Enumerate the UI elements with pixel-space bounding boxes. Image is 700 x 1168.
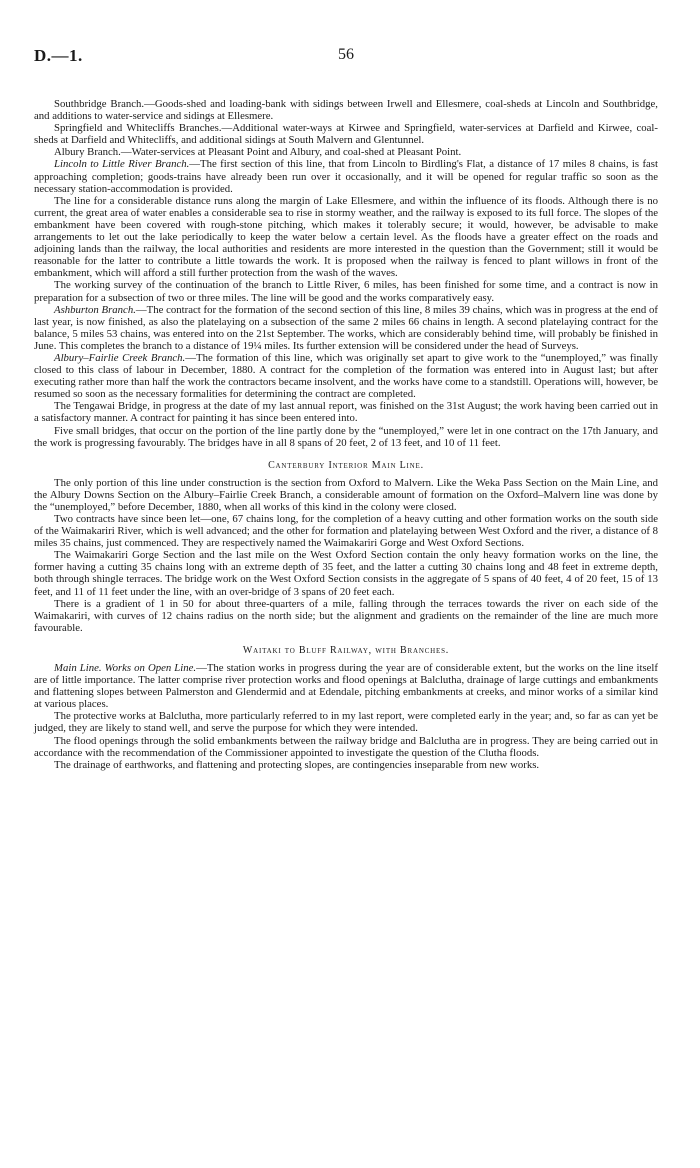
paragraph: Albury Branch.—Water-services at Pleasant Point and Albury, and coal-shed at Pleasant Point. [54,146,462,159]
paragraph: The flood openings through the solid embankments between the railway bridge and Balclutha are in progress. They are being carried out in accordance with the recommendation of the Commissioner appointed to investigate the question of the Clutha floods. [34,734,658,759]
paragraph: The working survey of the continuation of the branch to Little River, 6 miles, has been finished for some time, and a contract is now in preparation for a subsection of two or three miles. The line will be good and the works comparatively easy. [34,279,658,304]
paragraph: The Tengawai Bridge, in progress at the date of my last annual report, was finished on the 31st August; the work having been carried out in a satisfactory manner. A contract for painting it has since been entered into. [34,400,658,425]
paragraph: The protective works at Balclutha, more particularly referred to in my last report, were completed early in the year; and, so far as can yet be judged, they are likely to stand well, and serve the purpose for which they were intended. [34,710,658,735]
paragraph: There is a gradient of 1 in 50 for about three-quarters of a mile, falling through the terraces towards the river on each side of the Waimakariri, with curves of 12 chains radius on the north side; but the alignment and gradients on the remainder of the line are much more favourable. [34,597,658,634]
paragraph-lead: Lincoln to Little River Branch. [54,158,190,171]
page-number: 56 [338,46,354,63]
paragraph: Albury–Fairlie Creek Branch.—The formation of this line, which was originally set apart to give work to the “unemployed,” was finally closed to this class of labour in December, 1880. A contract for the completion of the formation was entered into in August last; but after executing rather more than half the work the contractors became insolvent, and the works have come to a standstill. Operations will, however, be resumed so soon as the necessary formalities for determining the contract are completed. [34,351,658,401]
paragraph: Southbridge Branch.—Goods-shed and loading-bank with sidings between Irwell and Ellesmere, coal-sheds at Lincoln and Southbridge, and additions to water-service and sidings at Ellesmere. [34,98,658,123]
paragraph: Lincoln to Little River Branch.—The first section of this line, that from Lincoln to Birdling's Flat, a distance of 17 miles 8 chains, is fast approaching completion; goods-trains have already been run over it occasionally, and it will be opened for regular traffic so soon as the necessary station-accommodation is provided. [34,158,658,195]
paragraph: The line for a considerable distance runs along the margin of Lake Ellesmere, and within the influence of its floods. Although there is no current, the great area of water enables a considerable sea to rise in stormy weather, and the railway is exposed to its full force. The slopes of the embankment have been covered with rough-stone pitching, which makes it tolerably secure; it would, however, be advisable to make arrangements to let out the lake periodically to keep the water below a certain level. As the floods have a greater effect on the roads and adjoining lands than the railway, the local authorities and residents are more interested in the question than the Government; still it would be reasonable for the latter to contribute a little towards the work. It is proposed when the railway is fenced to plant willows in front of the embankment, which will afford a still further protection from the wash of the waves. [34,194,658,280]
paragraph: The Waimakariri Gorge Section and the last mile on the West Oxford Section contain the only heavy formation works on the line, the former having a cutting 35 chains long with an extreme depth of 35 feet, and the latter a cutting 30 chains long and 48 feet in extreme depth, both through shingle terraces. The bridge work on the West Oxford Section consists in the aggregate of 5 spans of 40 feet, 4 of 20 feet, 15 of 13 feet, and 11 of 11 feet under the line, with an over-bridge of 3 spans of 20 feet each. [34,549,658,598]
section-canterbury-interior [34,477,658,634]
paragraph: The drainage of earthworks, and flattening and protecting slopes, are contingencies inseparable from new works. [54,758,540,771]
paragraph: Five small bridges, that occur on the portion of the line partly done by the “unemployed,” were let in one contract on the 17th January, and the work is progressing favourably. The bridges have in all 8 spans of 20 feet, 2 of 13 feet, and 10 of 11 feet. [34,424,658,449]
section-heading-waitaki-bluff: Waitaki to Bluff Railway, with Branches. [242,644,450,656]
section-waitaki-bluff [34,662,658,771]
section-heading-canterbury-interior: Canterbury Interior Main Line. [268,459,424,471]
paragraph: Springfield and Whitecliffs Branches.—Additional water-ways at Kirwee and Springfield, water-services at Darfield and Kirwee, coal-sheds at Darfield and Whitecliffs, and additional sidings at South Malvern and Glentunnel. [34,122,658,147]
paragraph-lead: Albury–Fairlie Creek Branch. [54,351,186,364]
paragraph: Main Line. Works on Open Line.—The station works in progress during the year are of considerable extent, but the works on the line itself are of little importance. The latter comprise river protection works and flood openings at Balclutha, drainage of large cuttings and embankments and flattening slopes between Palmerston and Glendermid and at Edendale, pitching embankments at creeks, and minor works of a similar kind at various places. [34,661,658,711]
paragraph: Ashburton Branch.—The contract for the formation of the second section of this line, 8 miles 39 chains, which was in progress at the end of last year, is now finished, as also the platelaying on a subsection of the same 2 miles 66 chains in length. A second platelaying contract for the balance, 5 miles 53 chains, was entered into on the 21st September. The works, which are considerably behind time, will probably be finished in June. This completes the branch to a distance of 19¼ miles. Its further extension will be considered under the head of Surveys. [34,303,658,352]
paragraph-lead: Main Line. Works on Open Line. [54,661,197,674]
paragraph-lead: Ashburton Branch. [54,303,136,316]
document-reference: D.—1. [34,46,83,65]
page-header [34,46,658,76]
section-branches [34,98,658,449]
paragraph: Two contracts have since been let—one, 67 chains long, for the completion of a heavy cutting and other formation works on the south side of the Waimakariri River, which is well advanced; and the other for formation and platelaying between West Oxford and the river, a distance of 8 miles 35 chains, just commenced. They are respectively named the Waimakariri Gorge and West Oxford Sections. [34,513,658,550]
paragraph: The only portion of this line under construction is the section from Oxford to Malvern. Like the Weka Pass Section on the Main Line, and the Albury Downs Section on the Albury–Fairlie Creek Branch, a considerable amount of formation on the Oxford–Malvern line was done by the “unemployed,” before December, 1880, when all works of this kind in the colony were closed. [34,476,658,513]
